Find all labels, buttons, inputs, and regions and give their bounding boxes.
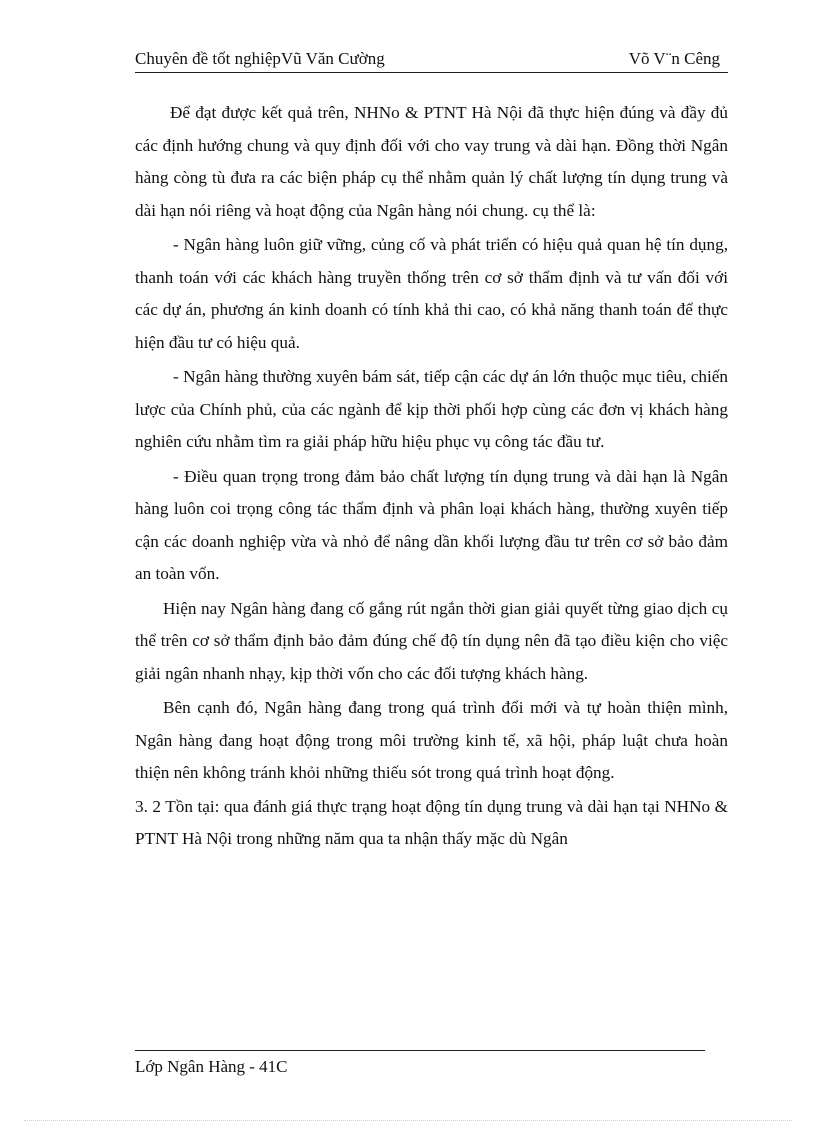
paragraph-bullet-major-projects: - Ngân hàng thường xuyên bám sát, tiếp cận các dự án lớn thuộc mục tiêu, chiến lược của Chính phủ, của các ngành để kịp thời phối hợp cùng các đơn vị khách hàng nghiên cứu nhằm tìm ra giải pháp hữu hiệu phục vụ công tác đầu tư. xyxy=(135,367,728,451)
page-bottom-border xyxy=(24,1120,792,1121)
paragraph-results-summary: Để đạt được kết quả trên, NHNo & PTNT Hà Nội đã thực hiện đúng và đầy đủ các định hướng chung và quy định đối với cho vay trung và dài hạn. Đồng thời Ngân hàng còng tù đưa ra các biện pháp cụ thể nhằm quản lý chất lượng tín dụng trung và dài hạn nói riêng và hoạt động của Ngân hàng nói chung. cụ thể là: xyxy=(135,103,728,220)
paragraph-bullet-customer-relations: - Ngân hàng luôn giữ vững, củng cố và phát triển có hiệu quả quan hệ tín dụng, thanh toán với các khách hàng truyền thống trên cơ sở thẩm định và tư vấn đối với các dự án, phương án kinh doanh có tính khả thi cao, có khả năng thanh toán để thực hiện đầu tư có hiệu quả. xyxy=(135,235,728,352)
paragraph-reform: Bên cạnh đó, Ngân hàng đang trong quá trình đổi mới và tự hoàn thiện mình, Ngân hàng đang hoạt động trong môi trường kinh tế, xã hội, pháp luật chưa hoàn thiện nên không tránh khỏi những thiếu sót trong quá trình hoạt động. xyxy=(135,698,728,782)
header-document-title: Chuyên đề tốt nghiệpVũ Văn Cường xyxy=(135,49,385,68)
paragraph-transaction-time: Hiện nay Ngân hàng đang cố gắng rút ngắn thời gian giải quyết từng giao dịch cụ thể trên cơ sở thẩm định bảo đảm đúng chế độ tín dụng nên đã tạo điều kiện cho việc giải ngân nhanh nhạy, kịp thời vốn cho các đối tượng khách hàng. xyxy=(135,598,728,683)
header-author-name: Võ V¨n Cêng xyxy=(628,49,720,68)
page-header xyxy=(135,48,728,73)
paragraph-bullet-appraisal: - Điều quan trọng trong đảm bảo chất lượng tín dụng trung và dài hạn là Ngân hàng luôn coi trọng công tác thẩm định và phân loại khách hàng, thường xuyên tiếp cận các doanh nghiệp vừa và nhỏ để nâng dần khối lượng đầu tư trên cơ sở bảo đảm an toàn vốn. xyxy=(135,466,728,583)
footer-divider xyxy=(135,1050,705,1051)
footer-class-name: Lớp Ngân Hàng - 41C xyxy=(135,1057,288,1076)
section-heading-limitations: 3. 2 Tồn tại: qua đánh giá thực trạng hoạt động tín dụng trung và dài hạn tại NHNo & PTNT Hà Nội trong những năm qua ta nhận thấy mặc dù Ngân xyxy=(135,796,728,848)
document-body xyxy=(135,97,728,856)
